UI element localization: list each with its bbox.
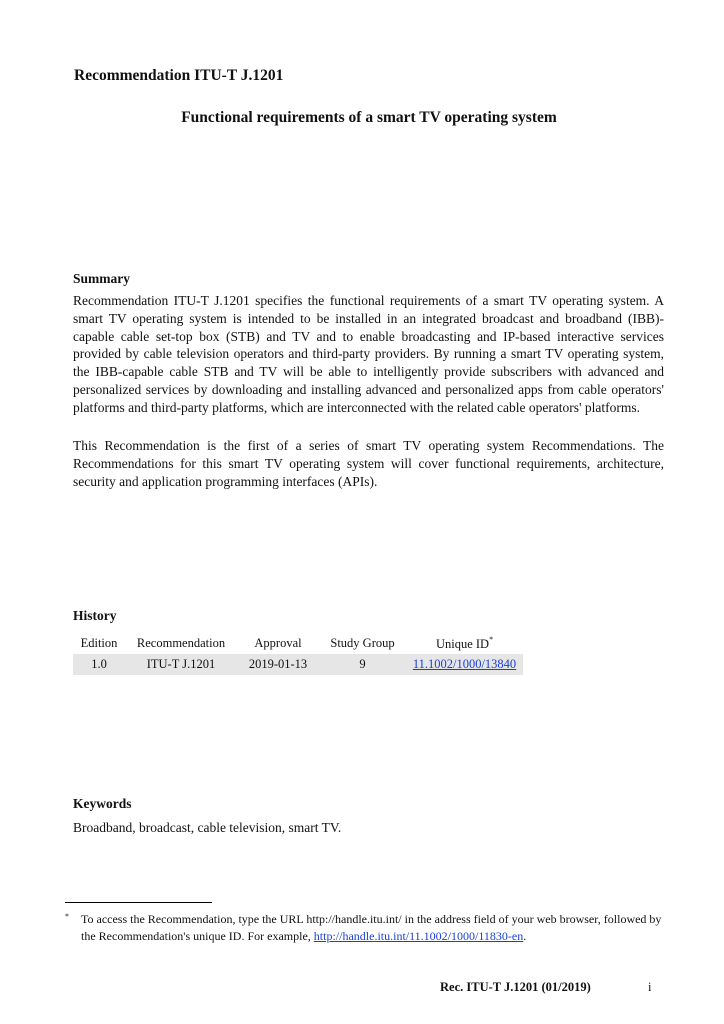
footnote-example-link[interactable]: http://handle.itu.int/11.1002/1000/11830-en bbox=[313, 929, 524, 943]
footnote-text: To access the Recommendation, type the URL http://handle.itu.int/ in the address field of your web browser, followed by the Recommendation's unique ID. For example, bbox=[81, 912, 662, 943]
cell-study-group: 9 bbox=[319, 654, 406, 675]
keywords-text: Broadband, broadcast, cable television, smart TV. bbox=[73, 820, 342, 835]
column-header-study-group: Study Group bbox=[330, 635, 395, 650]
keywords-heading: Keywords bbox=[73, 796, 132, 811]
footer-reference: Rec. ITU-T J.1201 (01/2019) bbox=[440, 980, 591, 994]
unique-id-label: Unique ID bbox=[435, 636, 490, 651]
column-header-recommendation: Recommendation bbox=[136, 635, 226, 650]
summary-paragraph-1: Recommendation ITU-T J.1201 specifies the functional requirements of a smart TV operating system. A smart TV operating system is intended to be installed in an integrated broadcast and broadband (IBB)-capable cable set-top box (STB) and TV and to enable broadcasting and IP-based interactive services provided by cable television operators and third-party providers. By running a smart TV operating system, the IBB-capable cable STB and TV will be able to intelligently provide subscribers with advanced and personalized services by downloading and installing advanced and personalized apps from cable operators' platforms and third-party platforms, which are interconnected with the related cable operators' platforms. bbox=[73, 293, 664, 415]
column-header-approval: Approval bbox=[254, 635, 302, 650]
page-title: Functional requirements of a smart TV operating system bbox=[181, 109, 557, 126]
recommendation-number: Recommendation ITU-T J.1201 bbox=[74, 67, 284, 84]
unique-id-link[interactable]: 11.1002/1000/13840 bbox=[412, 657, 517, 671]
page-number: i bbox=[648, 980, 652, 994]
summary-paragraph-2: This Recommendation is the first of a series of smart TV operating system Recommendations. The Recommendations for this smart TV operating system will cover functional requirements, architecture, security and application programming interfaces (APIs). bbox=[73, 438, 664, 489]
footnote bbox=[65, 911, 665, 945]
footnote-marker: * bbox=[65, 912, 69, 921]
column-header-edition: Edition bbox=[80, 635, 118, 650]
footnote-divider bbox=[65, 902, 212, 903]
table-header-row bbox=[73, 632, 523, 654]
cell-unique-id bbox=[406, 654, 523, 675]
cell-edition: 1.0 bbox=[73, 654, 125, 675]
footnote-text-end: . bbox=[523, 929, 527, 943]
cell-recommendation: ITU-T J.1201 bbox=[125, 654, 237, 675]
cell-approval: 2019-01-13 bbox=[237, 654, 319, 675]
history-heading: History bbox=[73, 608, 117, 623]
history-table bbox=[73, 632, 523, 675]
summary-heading: Summary bbox=[73, 271, 130, 286]
column-header-unique-id bbox=[406, 632, 523, 654]
table-row bbox=[73, 654, 523, 675]
footnote-mark: * bbox=[489, 634, 494, 644]
